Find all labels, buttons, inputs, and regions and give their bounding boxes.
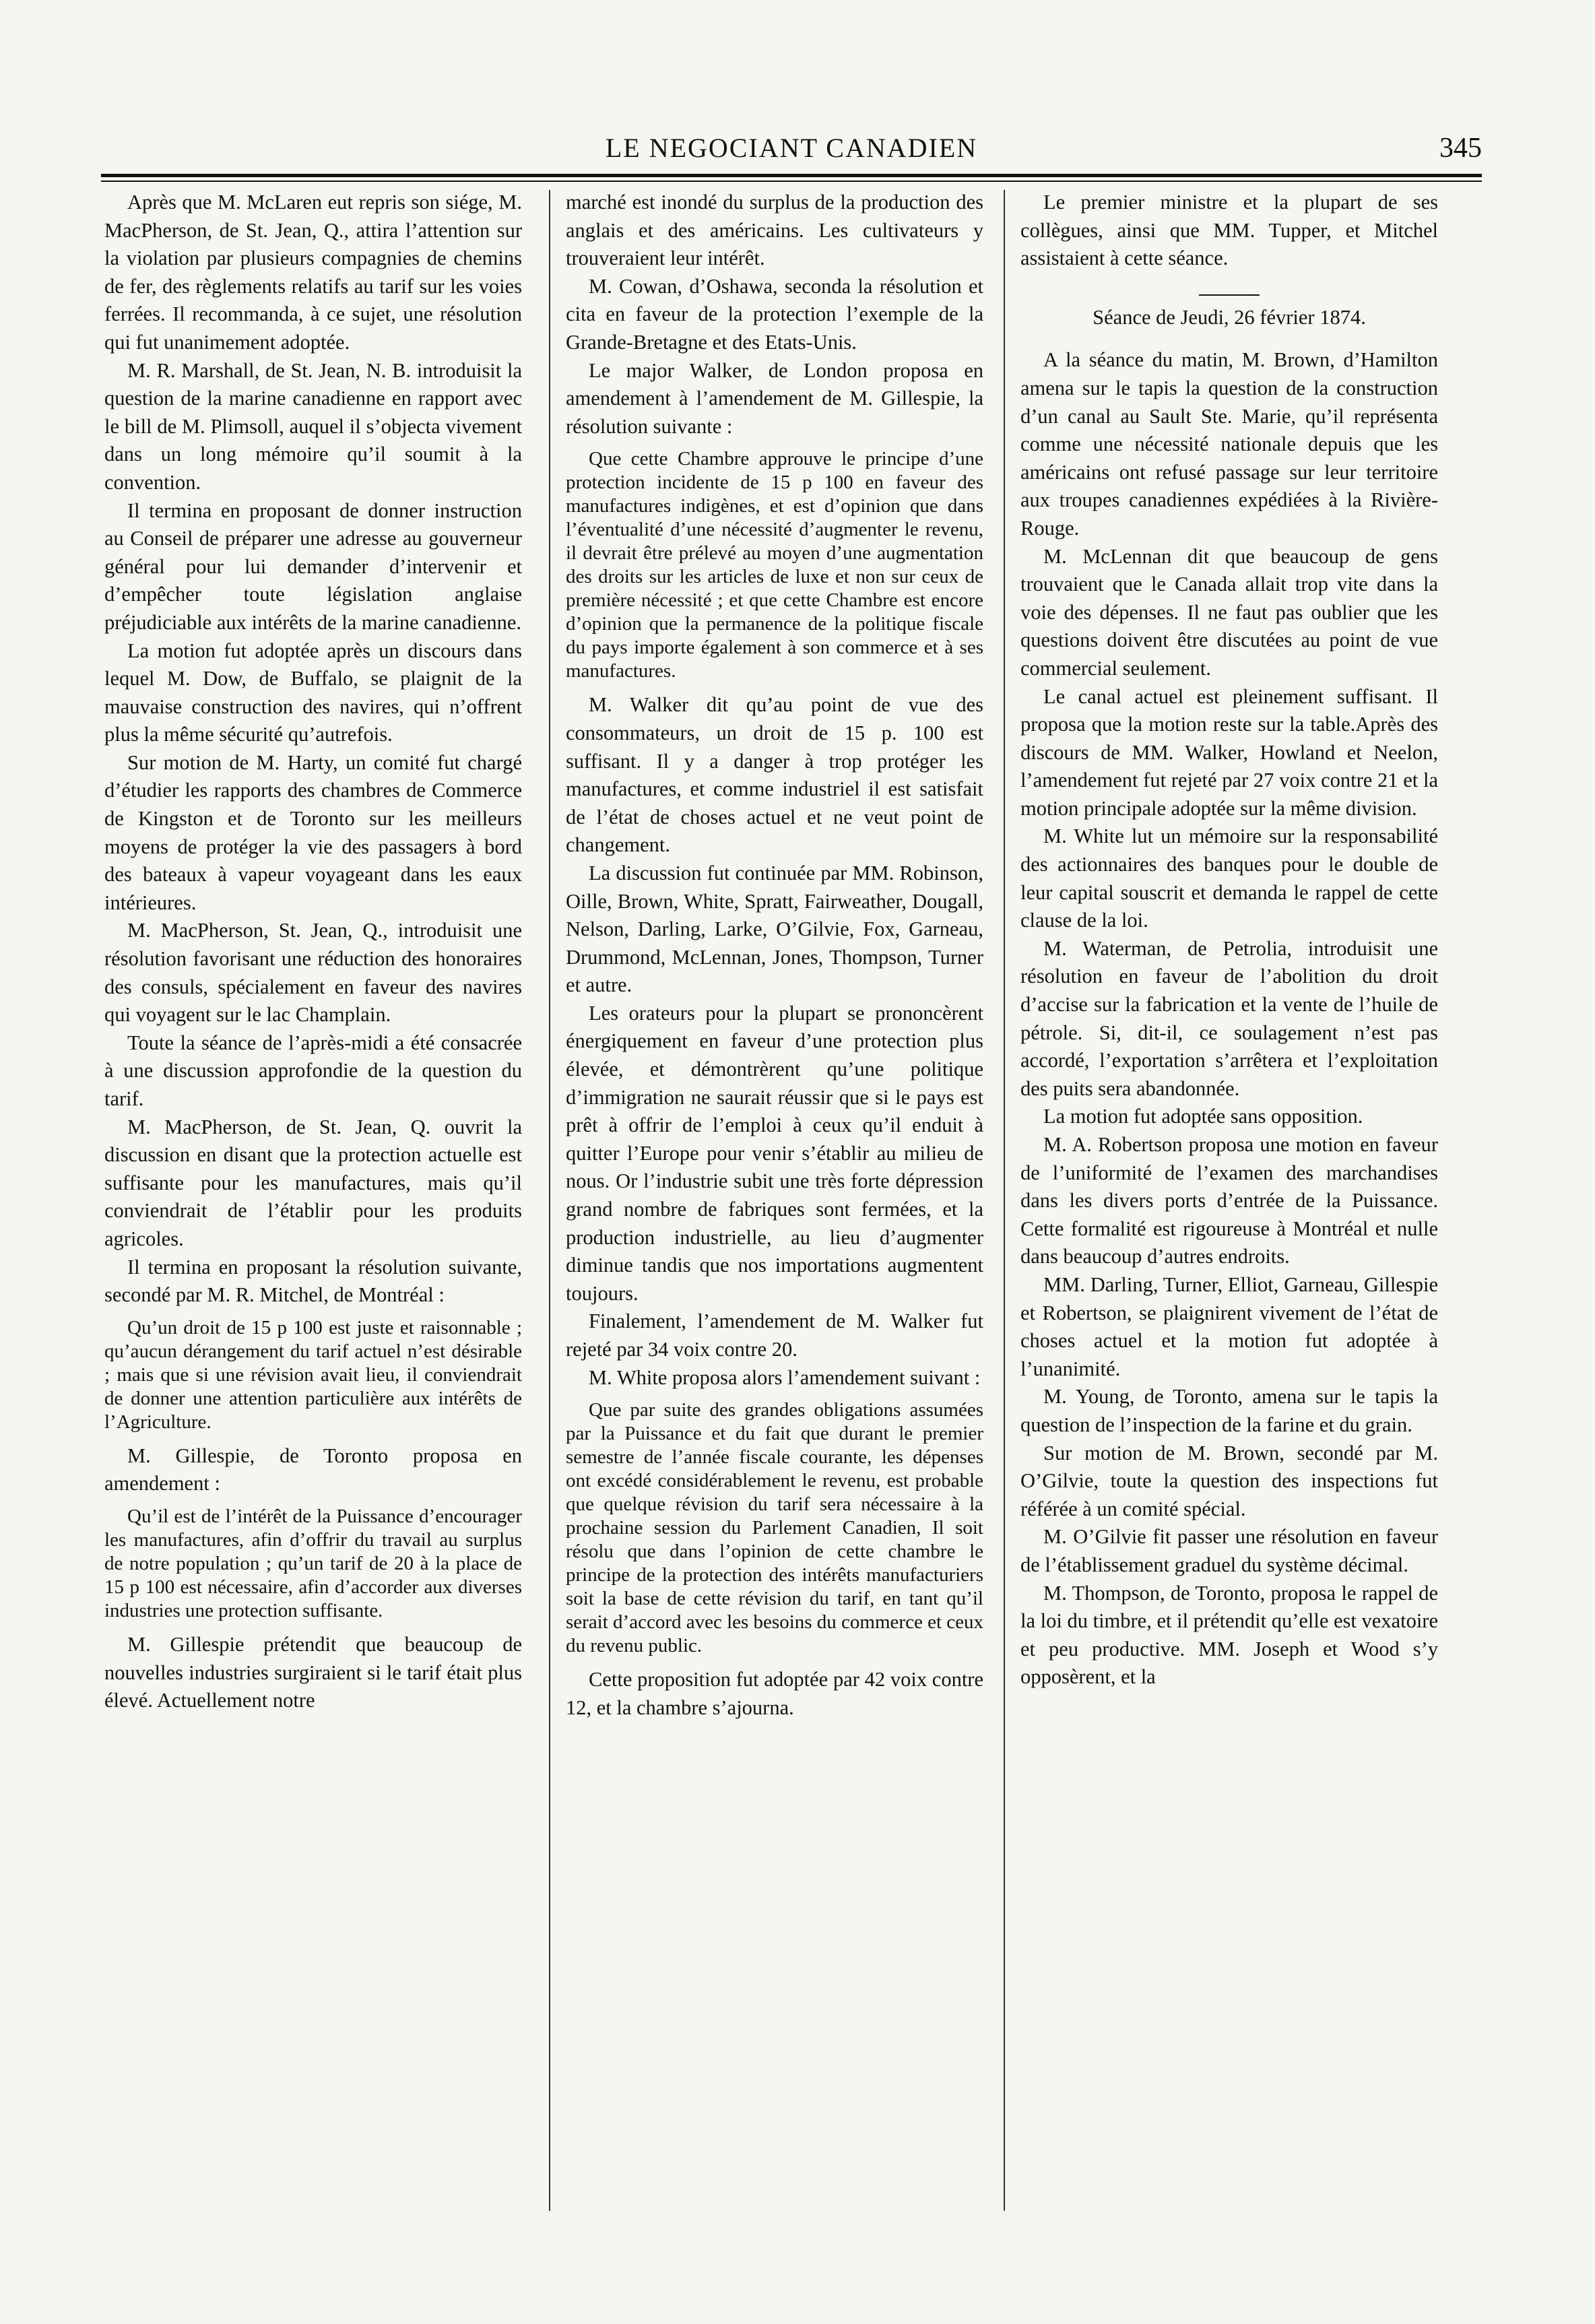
paragraph: M. MacPherson, St. Jean, Q., introduisit une résolution favorisant une réduction des honoraires des consuls, spécialement en faveur des navires qui voyagent sur le lac Champlain. bbox=[104, 919, 522, 1027]
header-rule-thin bbox=[101, 181, 1482, 182]
paragraph: Le canal actuel est pleinement suffisant. Il proposa que la motion reste sur la table.Après des discours de MM. Walker, Howland et Neelon, l’amendement fut rejeté par 27 voix contre 21 et la motion principale adoptée sur la même division. bbox=[1020, 684, 1438, 820]
paragraph: M. White lut un mémoire sur la responsabilité des actionnaires des banques pour le double de leur capital souscrit et demanda le rappel de cette clause de la loi. bbox=[1020, 825, 1438, 932]
amendment-quote: Que cette Chambre approuve le principe d’une protection incidente de 15 p 100 en faveur des manufactures indigènes, et est d’opinion que dans l’éventualité d’une nécessité d’augmenter le revenu, il devrait être prélevé au moyen d’une augmentation des droits sur les articles de luxe et non sur ceux de première nécessité ; et que cette Chambre est encore d’opinion que la permanence de la politique fiscale du pays importe également à son commerce et à ses manufactures. bbox=[566, 448, 983, 682]
column-divider bbox=[549, 190, 550, 2211]
session-heading: Séance de Jeudi, 26 février 1874. bbox=[1093, 305, 1366, 329]
header-rule bbox=[101, 174, 1482, 177]
paragraph: La discussion fut continuée par MM. Robinson, Oille, Brown, White, Spratt, Fairweather, Dougall, Nelson, Darling, Larke, O’Gilvie, Fox, Garneau, Drummond, McLennan, Jones, Thompson, Turner et autre. bbox=[566, 861, 983, 997]
paragraph: M. A. Robertson proposa une motion en faveur de l’uniformité de l’examen des marchandises dans les divers ports d’entrée de la Puissance. Cette formalité est rigoureuse à Montréal et nulle dans beaucoup d’autres endroits. bbox=[1020, 1133, 1438, 1268]
paragraph: M. White proposa alors l’amendement suivant : bbox=[589, 1365, 981, 1389]
paragraph: marché est inondé du surplus de la production des anglais et des américains. Les cultivateurs y trouveraient leur intérêt. bbox=[566, 191, 983, 270]
paragraph: MM. Darling, Turner, Elliot, Garneau, Gillespie et Robertson, se plaignirent vivement de l’état de choses actuel et la motion fut adoptée à l’unanimité. bbox=[1020, 1272, 1438, 1380]
paragraph: M. Cowan, d’Oshawa, seconda la résolution et cita en faveur de la protection l’exemple de la Grande-Bretagne et des Etats-Unis. bbox=[566, 274, 983, 354]
paragraph: Les orateurs pour la plupart se prononcèrent énergiquement en faveur d’une protection plus élevée, et démontrèrent qu’une politique d’immigration ne saurait réussir que si le pays est prêt à offrir de l’emploi à ceux qu’il enduit à quitter l’Europe pour venir s’établir au milieu de nous. Or l’industrie subit une très forte dépression grand nombre de fabriques sont fermées, et la production industrielle, au lieu d’augmenter diminue tandis que nos importations augmentent toujours. bbox=[566, 1001, 983, 1305]
paragraph: M. R. Marshall, de St. Jean, N. B. introduisit la question de la marine canadienne en rapport avec le bill de M. Plimsoll, auquel il s’objecta vivement dans un long mémoire qu’il soumit à la convention. bbox=[104, 358, 522, 494]
amendment-quote: Qu’il est de l’intérêt de la Puissance d’encourager les manufactures, afin d’offrir du travail au surplus de notre population ; qu’un tarif de 20 à la place de 15 p 100 est nécessaire, afin d’accorder aux diverses industries une protection suffisante. bbox=[104, 1505, 522, 1621]
paragraph: La motion fut adoptée après un discours dans lequel M. Dow, de Buffalo, se plaignit de la mauvaise construction des navires, qui n’offrent plus la même sécurité qu’autrefois. bbox=[104, 639, 522, 746]
column-left bbox=[104, 189, 522, 2223]
paragraph: M. Waterman, de Petrolia, introduisit une résolution en faveur de l’abolition du droit d’accise sur la fabrication et la vente de l’huile de pétrole. Si, dit-il, ce soulagement n’est pas accordé, l’exportation s’arrêtera et l’exploitation des puits sera abandonnée. bbox=[1020, 936, 1438, 1100]
column-divider bbox=[1004, 190, 1005, 2211]
paragraph: A la séance du matin, M. Brown, d’Hamilton amena sur le tapis la question de la construction d’un canal au Sault Ste. Marie, qu’il représenta comme une nécessité nationale depuis que les américains ont refusé passage sur leur territoire aux troupes canadiennes expédiées à la Rivière-Rouge. bbox=[1020, 348, 1438, 540]
paragraph: M. Gillespie, de Toronto proposa en amendement : bbox=[104, 1444, 522, 1495]
paragraph: M. MacPherson, de St. Jean, Q. ouvrit la discussion en disant que la protection actuelle est suffisante pour les manufactures, mais qu’il conviendrait de l’établir pour les produits agricoles. bbox=[104, 1115, 522, 1250]
page-number: 345 bbox=[1439, 133, 1482, 164]
paragraph: Il termina en proposant de donner instruction au Conseil de préparer une adresse au gouverneur général pour lui demander d’intervenir et d’empêcher toute législation anglaise préjudiciable aux intérêts de la marine canadienne. bbox=[104, 498, 522, 634]
paragraph: Le premier ministre et la plupart de ses collègues, ainsi que MM. Tupper, et Mitchel assistaient à cette séance. bbox=[1020, 191, 1438, 270]
running-header bbox=[101, 132, 1482, 166]
paragraph: Toute la séance de l’après-midi a été consacrée à une discussion approfondie de la question du tarif. bbox=[104, 1031, 522, 1110]
column-middle bbox=[566, 189, 983, 2223]
section-rule bbox=[1199, 294, 1260, 296]
paragraph: Sur motion de M. Brown, secondé par M. O’Gilvie, toute la question des inspections fut référée à un comité spécial. bbox=[1020, 1441, 1438, 1520]
paragraph: M. Thompson, de Toronto, proposa le rappel de la loi du timbre, et il prétendit qu’elle est vexatoire et peu productive. MM. Joseph et Wood s’y opposèrent, et la bbox=[1020, 1581, 1438, 1689]
paragraph: M. McLennan dit que beaucoup de gens trouvaient que le Canada allait trop vite dans la voie des dépenses. Il ne faut pas oublier que les questions doivent être discutées au point de vue commercial seulement. bbox=[1020, 544, 1438, 680]
paragraph: La motion fut adoptée sans opposition. bbox=[1043, 1105, 1363, 1128]
amendment-quote: Que par suite des grandes obligations assumées par la Puissance et du fait que durant le premier semestre de l’année fiscale courante, les dépenses ont excédé considérablement le revenu, est probable que quelque révision du tarif sera nécessaire à la prochaine session du Parlement Canadien, Il soit résolu que dans l’opinion de cette chambre le principe de la protection des intérêts manufacturiers soit la base de cette révision du tarif, en tant qu’il serait d’accord avec les besoins du commerce et ceux du revenu public. bbox=[566, 1399, 983, 1657]
paragraph: Finalement, l’amendement de M. Walker fut rejeté par 34 voix contre 20. bbox=[566, 1310, 983, 1361]
paragraph: Sur motion de M. Harty, un comité fut chargé d’étudier les rapports des chambres de Commerce de Kingston et de Toronto sur les meilleurs moyens de protéger la vie des passagers à bord des bateaux à vapeur voyageant dans les eaux intérieures. bbox=[104, 750, 522, 914]
publication-title: LE NEGOCIANT CANADIEN bbox=[605, 133, 978, 163]
resolution-quote: Qu’un droit de 15 p 100 est juste et raisonnable ; qu’aucun dérangement du tarif actuel n’est désirable ; mais que si une révision avait lieu, il conviendrait de donner une attention particulière aux intérêts de l’Agriculture. bbox=[104, 1316, 522, 1433]
paragraph: M. Young, de Toronto, amena sur le tapis la question de l’inspection de la farine et du grain. bbox=[1020, 1385, 1438, 1436]
paragraph: M. O’Gilvie fit passer une résolution en faveur de l’établissement graduel du système décimal. bbox=[1020, 1525, 1438, 1576]
paragraph: Cette proposition fut adoptée par 42 voix contre 12, et la chambre s’ajourna. bbox=[566, 1668, 983, 1719]
paragraph: M. Walker dit qu’au point de vue des consommateurs, un droit de 15 p. 100 est suffisant. Il y a danger à trop protéger les manufactures, et comme industriel il est satisfait de l’état de choses actuel et ne veut point de changement. bbox=[566, 693, 983, 857]
column-right bbox=[1020, 189, 1438, 2223]
paragraph: Le major Walker, de London proposa en amendement à l’amendement de M. Gillespie, la résolution suivante : bbox=[566, 358, 983, 438]
paragraph: Il termina en proposant la résolution suivante, secondé par M. R. Mitchel, de Montréal : bbox=[104, 1255, 522, 1307]
paragraph: Après que M. McLaren eut repris son siége, M. MacPherson, de St. Jean, Q., attira l’attention sur la violation par plusieurs compagnies de chemins de fer, des règlements relatifs au tarif sur les voies ferrées. Il recommanda, à ce sujet, une résolution qui fut unanimement adoptée. bbox=[104, 191, 522, 354]
paragraph: M. Gillespie prétendit que beaucoup de nouvelles industries surgiraient si le tarif était plus élevé. Actuellement notre bbox=[104, 1632, 522, 1712]
